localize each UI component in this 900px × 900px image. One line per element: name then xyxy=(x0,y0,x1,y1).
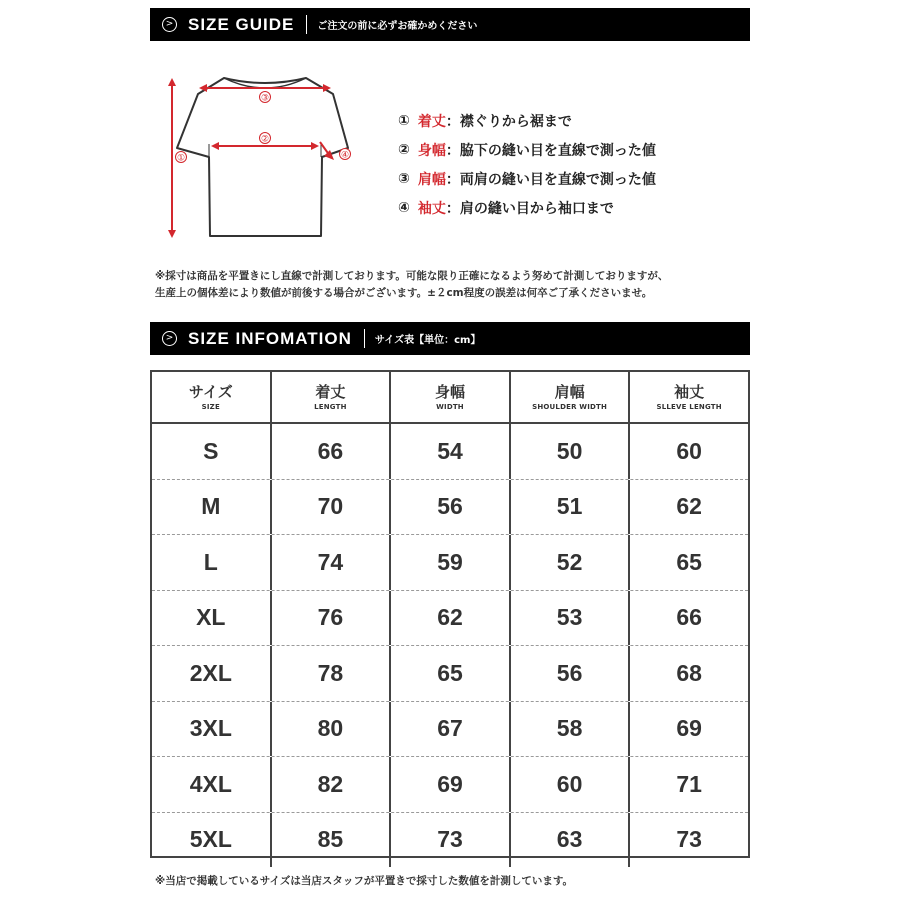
width-cell: 73 xyxy=(389,813,509,868)
banner-divider xyxy=(364,329,365,348)
size-info-banner xyxy=(150,322,750,355)
size-cell: S xyxy=(203,437,219,464)
measurement-legend xyxy=(398,106,656,222)
size-info-title: SIZE INFOMATION xyxy=(188,328,352,348)
table-row xyxy=(152,480,748,536)
table-row xyxy=(152,591,748,647)
shoulder-cell: 63 xyxy=(509,813,629,868)
width-cell: 65 xyxy=(389,646,509,701)
marker-4: ④ xyxy=(340,150,350,161)
size-table xyxy=(150,370,750,858)
size-info-subtitle: サイズ表【単位：cm】 xyxy=(374,335,481,346)
marker-1: ① xyxy=(176,153,186,164)
shoulder-cell: 51 xyxy=(509,480,629,535)
length-cell: 76 xyxy=(270,591,390,646)
length-cell: 74 xyxy=(270,535,390,590)
sleeve-cell: 66 xyxy=(628,591,748,646)
table-row xyxy=(152,646,748,702)
length-cell: 85 xyxy=(270,813,390,868)
legend-item: ② 身幅 ：脇下の縫い目を直線で測った値 xyxy=(398,141,656,159)
sleeve-cell: 71 xyxy=(628,757,748,812)
size-cell: M xyxy=(201,493,221,520)
chevron-right-circle-icon: > xyxy=(162,17,177,32)
header-cell-width: 身幅 WIDTH xyxy=(389,372,509,422)
width-cell: 59 xyxy=(389,535,509,590)
sleeve-cell: 69 xyxy=(628,702,748,757)
size-cell: 2XL xyxy=(189,659,232,686)
size-cell: 5XL xyxy=(189,826,232,853)
legend-item: ③ 肩幅 ：両肩の縫い目を直線で測った値 xyxy=(398,170,656,188)
size-cell: 4XL xyxy=(189,770,232,797)
size-guide-subtitle: ご注文の前に必ずお確かめください xyxy=(317,21,478,32)
sleeve-cell: 62 xyxy=(628,480,748,535)
length-cell: 78 xyxy=(270,646,390,701)
width-cell: 54 xyxy=(389,424,509,479)
header-cell-shoulder: 肩幅 SHOULDER WIDTH xyxy=(509,372,629,422)
length-cell: 66 xyxy=(270,424,390,479)
marker-3: ③ xyxy=(260,93,270,104)
table-row xyxy=(152,424,748,480)
note-line: ※採寸は商品を平置きにし直線で計測しております。可能な限り正確になるよう努めて計測しておりますが、 xyxy=(155,270,669,282)
legend-item: ④ 袖丈 ：肩の縫い目から袖口まで xyxy=(398,199,614,217)
width-cell: 62 xyxy=(389,591,509,646)
table-header-row xyxy=(152,372,748,424)
banner-divider xyxy=(306,15,307,34)
width-cell: 56 xyxy=(389,480,509,535)
shoulder-cell: 56 xyxy=(509,646,629,701)
footer-note: ※当店で掲載しているサイズは当店スタッフが平置きで採寸した数値を計測しています。 xyxy=(155,875,574,887)
length-cell: 70 xyxy=(270,480,390,535)
size-cell: XL xyxy=(196,604,226,631)
width-cell: 69 xyxy=(389,757,509,812)
length-cell: 82 xyxy=(270,757,390,812)
shoulder-cell: 53 xyxy=(509,591,629,646)
header-cell-size: サイズ SIZE xyxy=(188,382,233,411)
note-line: 生産上の個体差により数値が前後する場合がございます。±２cm程度の誤差は何卒ご了承くださいませ。 xyxy=(155,287,653,299)
marker-2: ② xyxy=(260,134,270,145)
sleeve-cell: 60 xyxy=(628,424,748,479)
table-row xyxy=(152,757,748,813)
size-guide-banner xyxy=(150,8,750,41)
width-cell: 67 xyxy=(389,702,509,757)
measurement-note xyxy=(155,268,668,302)
tshirt-diagram xyxy=(160,68,370,243)
shoulder-cell: 60 xyxy=(509,757,629,812)
size-guide-title: SIZE GUIDE xyxy=(188,14,295,34)
table-row xyxy=(152,702,748,758)
shoulder-cell: 50 xyxy=(509,424,629,479)
chevron-right-circle-icon: > xyxy=(162,331,177,346)
sleeve-cell: 73 xyxy=(628,813,748,868)
header-cell-length: 着丈 LENGTH xyxy=(270,372,390,422)
header-cell-sleeve: 袖丈 SLLEVE LENGTH xyxy=(628,372,748,422)
shoulder-cell: 52 xyxy=(509,535,629,590)
length-cell: 80 xyxy=(270,702,390,757)
size-cell: 3XL xyxy=(189,715,232,742)
shoulder-cell: 58 xyxy=(509,702,629,757)
sleeve-cell: 65 xyxy=(628,535,748,590)
table-row xyxy=(152,535,748,591)
size-cell: L xyxy=(203,548,218,575)
sleeve-cell: 68 xyxy=(628,646,748,701)
table-row xyxy=(152,813,748,868)
legend-item: ① 着丈 ：襟ぐりから裾まで xyxy=(398,112,572,130)
